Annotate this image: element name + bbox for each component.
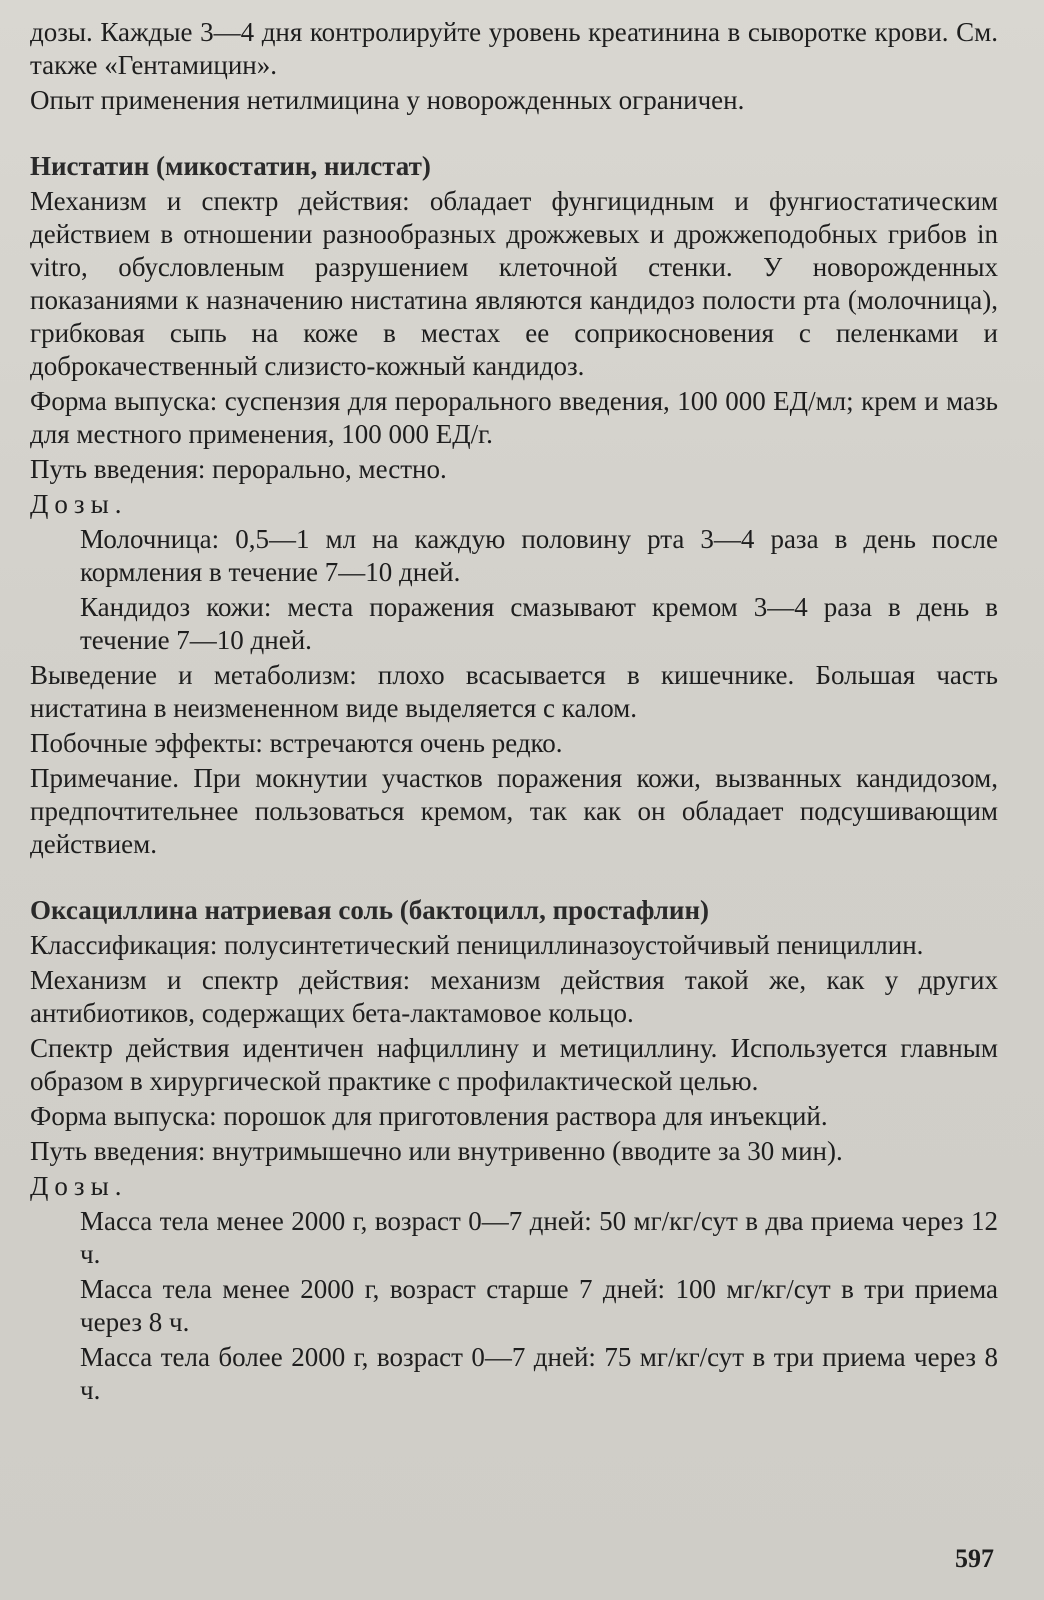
nystatin-mechanism: Механизм и спектр действия: обладает фунгицидным и фунгиостатическим действием в отношении разнообразных дрожжевых и дрожжеподобных грибов in vitro, обусловленым разрушением клеточной стенки. У новорожденных показаниями к назначению нистатина являются кандидоз полости рта (молочница), грибковая сыпь на коже в местах ее соприкосновения с пеленками и доброкачественный слизисто-кожный кандидоз. — [30, 186, 998, 381]
oxacillin-heading: Оксациллина натриевая соль (бактоцилл, простафлин) — [30, 895, 709, 925]
nystatin-side-effects: Побочные эффекты: встречаются очень редко. — [30, 728, 563, 758]
netilmicin-note: Опыт применения нетилмицина у новорожденных ограничен. — [30, 85, 745, 115]
oxacillin-classification: Классификация: полусинтетический пенициллиназоустойчивый пенициллин. — [30, 930, 924, 960]
page-number: 597 — [955, 1544, 994, 1573]
oxacillin-dose-item: Масса тела менее 2000 г, возраст старше 7 дней: 100 мг/кг/сут в три приема через 8 ч. — [80, 1274, 998, 1337]
nystatin-heading: Нистатин (микостатин, нилстат) — [30, 151, 431, 181]
section-spacer — [30, 863, 998, 894]
oxacillin-route: Путь введения: внутримышечно или внутривенно (вводите за 30 мин). — [30, 1136, 843, 1166]
oxacillin-doses-label: Дозы. — [30, 1171, 128, 1201]
nystatin-form: Форма выпуска: суспензия для перорального введения, 100 000 ЕД/мл; крем и мазь для местного применения, 100 000 ЕД/г. — [30, 386, 998, 449]
nystatin-route: Путь введения: перорально, местно. — [30, 454, 447, 484]
page-content — [30, 16, 998, 1409]
oxacillin-dose-item: Масса тела более 2000 г, возраст 0—7 дней: 75 мг/кг/сут в три приема через 8 ч. — [80, 1342, 998, 1405]
oxacillin-dose-item: Масса тела менее 2000 г, возраст 0—7 дней: 50 мг/кг/сут в два приема через 12 ч. — [80, 1206, 998, 1269]
nystatin-note: Примечание. При мокнутии участков поражения кожи, вызванных кандидозом, предпочтительнее пользоваться кремом, так как он обладает подсушивающим действием. — [30, 763, 998, 859]
nystatin-excretion: Выведение и метаболизм: плохо всасывается в кишечнике. Большая часть нистатина в неизмененном виде выделяется с калом. — [30, 660, 998, 723]
nystatin-dose-item: Кандидоз кожи: места поражения смазывают кремом 3—4 раза в день в течение 7—10 дней. — [80, 592, 998, 655]
oxacillin-form: Форма выпуска: порошок для приготовления раствора для инъекций. — [30, 1101, 828, 1131]
oxacillin-mechanism: Механизм и спектр действия: механизм действия такой же, как у других антибиотиков, содержащих бета-лактамовое кольцо. — [30, 965, 998, 1028]
nystatin-dose-item: Молочница: 0,5—1 мл на каждую половину рта 3—4 раза в день после кормления в течение 7—10 дней. — [80, 524, 998, 587]
continuation-paragraph: дозы. Каждые 3—4 дня контролируйте уровень креатинина в сыворотке крови. См. также «Гентамицин». — [30, 17, 998, 80]
section-spacer — [30, 119, 998, 150]
nystatin-doses-label: Дозы. — [30, 489, 128, 519]
oxacillin-spectrum: Спектр действия идентичен нафциллину и метициллину. Используется главным образом в хирургической практике с профилактической целью. — [30, 1033, 998, 1096]
